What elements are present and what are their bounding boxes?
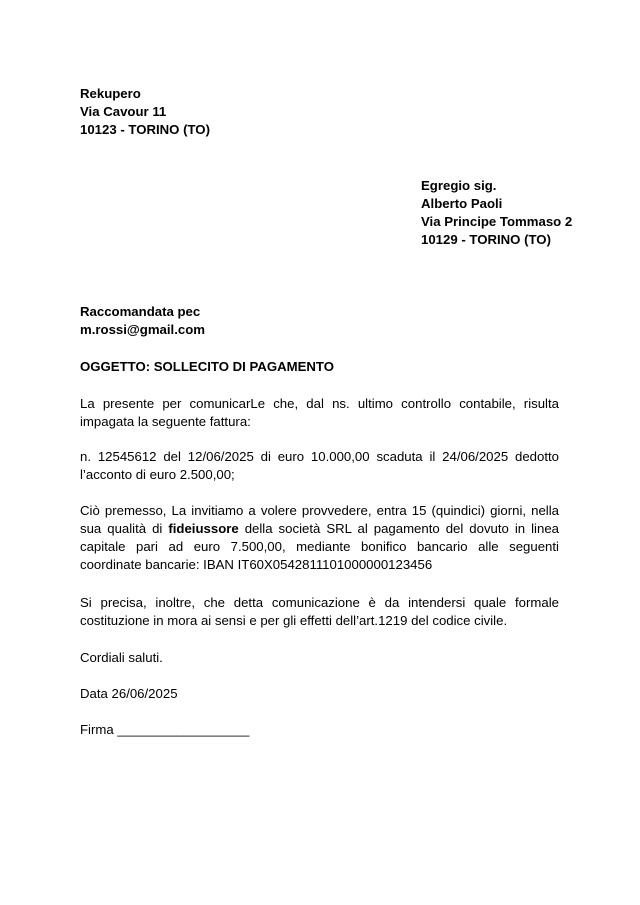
recipient-street: Via Principe Tommaso 2: [421, 214, 573, 229]
delivery-method: [80, 303, 205, 339]
signature-line: Firma __________________: [80, 722, 250, 737]
closing-greeting: Cordiali saluti.: [80, 650, 163, 665]
sender-street: Via Cavour 11: [80, 104, 167, 119]
recipient-name: Alberto Paoli: [421, 196, 503, 211]
letter-subject: OGGETTO: SOLLECITO DI PAGAMENTO: [80, 359, 334, 374]
sender-name: Rekupero: [80, 86, 141, 101]
payment-request-paragraph: [80, 502, 559, 574]
delivery-type: Raccomandata pec: [80, 304, 201, 319]
iban-code: IT60X0542811101000000123456: [237, 557, 433, 572]
recipient-city: 10129 - TORINO (TO): [421, 232, 551, 247]
request-text-start: Ciò premesso, La invitiamo a volere provvedere, entra 15 (quindici) giorni, nella sua qualità di: [80, 503, 559, 536]
sender-city: 10123 - TORINO (TO): [80, 122, 210, 137]
request-text-end: della società SRL al pagamento del dovuto in linea capitale pari ad euro 7.500,00, mediante bonifico bancario alle seguenti coordinate bancarie: IBAN: [80, 521, 559, 572]
invoice-paragraph: n. 12545612 del 12/06/2025 di euro 10.000,00 scaduta il 24/06/2025 dedotto l’acconto di euro 2.500,00;: [80, 449, 559, 482]
delivery-email: m.rossi@gmail.com: [80, 322, 205, 337]
legal-notice-paragraph: Si precisa, inoltre, che detta comunicazione è da intendersi quale formale costituzione in mora ai sensi e per gli effetti dell’art.1219 del codice civile.: [80, 595, 559, 628]
sender-address: [80, 85, 210, 139]
letter-date: Data 26/06/2025: [80, 686, 178, 701]
recipient-address: [421, 177, 572, 249]
recipient-salutation: Egregio sig.: [421, 178, 497, 193]
guarantor-term: fideiussore: [168, 521, 239, 536]
intro-paragraph: La presente per comunicarLe che, dal ns. ultimo controllo contabile, risulta impagata la seguente fattura:: [80, 396, 559, 429]
